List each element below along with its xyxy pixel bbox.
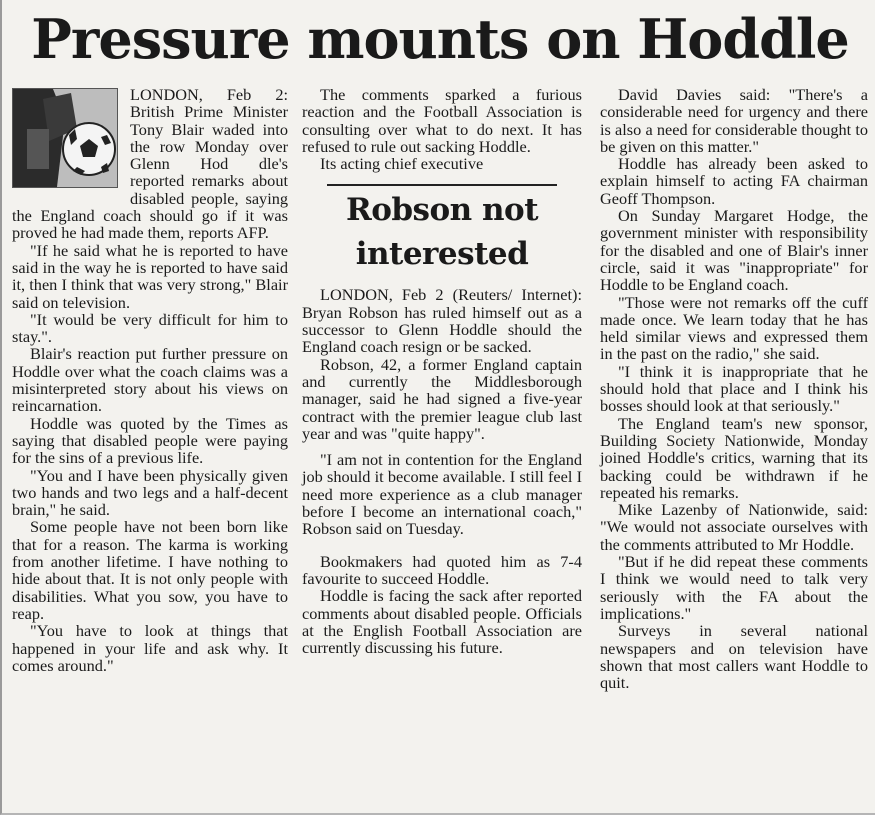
paragraph: Surveys in several national newspapers and on television have shown that most callers want Hoddle to quit. <box>600 621 868 693</box>
subhead <box>302 188 582 276</box>
paragraph: "You and I have been physically given two hands and two legs and a half-decent brain," he said. <box>12 465 288 520</box>
paragraph: "If he said what he is reported to have said in the way he is reported to have said it, then I think that was very strong," Blair said on television. <box>12 240 288 312</box>
paragraph: "Those were not remarks off the cuff made once. We learn today that he has held similar views and expressed them in the past on the radio," she said. <box>600 292 868 364</box>
subhead-rule <box>327 184 557 186</box>
column-1 <box>12 86 288 674</box>
paragraph: The comments sparked a furious reaction and the Football Association is consulting over what to do next. It has refused to rule out sacking Hoddle. <box>302 85 582 156</box>
paragraph: Mike Lazenby of Nationwide, said: "We would not associate ourselves with the comments attributed to Mr Hoddle. <box>600 500 868 554</box>
paragraph: LONDON, Feb 2: British Prime Minister Tony Blair waded into the row Monday over Glenn Hod dle's reported remarks about disabled people, saying the England coach should go if it was proved he had made them, reports AFP. <box>12 85 288 243</box>
soccer-photo <box>12 88 118 188</box>
soccer-ball-icon <box>13 89 117 187</box>
subhead-line: Robson not <box>345 192 539 229</box>
paragraph: "I am not in contention for the England job should it become available. I still feel I need more experience as a club manager before I become an international coach," Robson said on Tuesday. <box>302 450 582 539</box>
paragraph: On Sunday Margaret Hodge, the government minister with responsibility for the disabled and one of Blair's inner circle, said it was "inappropriate" for Hoddle to be England coach. <box>600 206 868 295</box>
paragraph: LONDON, Feb 2 (Reuters/ Internet): Bryan Robson has ruled himself out as a successor to Glenn Hoddle should the England coach resign or be sacked. <box>302 285 582 357</box>
paragraph: "But if he did repeat these comments I think we would need to talk very seriously with the FA about the implications." <box>600 552 868 623</box>
paragraph: "It would be very difficult for him to stay.". <box>12 309 288 347</box>
subhead-line: interested <box>355 236 529 273</box>
paragraph: Blair's reaction put further pressure on Hoddle over what the coach claims was a misinterpreted story about his views on reincarnation. <box>12 344 288 416</box>
headline: Pressure mounts on Hoddle <box>31 7 849 71</box>
paragraph: Its acting chief executive <box>320 154 484 174</box>
column-2 <box>302 86 582 656</box>
paragraph: Hoddle was quoted by the Times as saying that disabled people were paying for the sins of a previous life. <box>12 413 288 468</box>
paragraph: The England team's new sponsor, Building Society Nationwide, Monday joined Hoddle's critics, warning that its backing could be withdrawn if he repeated his remarks. <box>600 413 868 502</box>
paragraph: "I think it is inappropriate that he should hold that place and I think his bosses should look at that seriously." <box>600 361 868 416</box>
paragraph: "You have to look at things that happened in your life and ask why. It comes around." <box>12 621 288 675</box>
paragraph: Hoddle is facing the sack after reported comments about disabled people. Officials at the English Football Association are currently discussing his future. <box>302 586 582 658</box>
paragraph: Robson, 42, a former England captain and currently the Middlesborough manager, said he had signed a five-year contract with the premier league club last year and was "quite happy". <box>302 354 582 443</box>
paragraph: Some people have not been born like that for a reason. The karma is working from another lifetime. I have nothing to hide about that. It is not only people with disabilities. What you sow, you have to reap. <box>12 517 288 623</box>
paragraph: Bookmakers had quoted him as 7-4 favourite to succeed Hoddle. <box>302 551 582 588</box>
column-3 <box>600 86 868 691</box>
paragraph: Hoddle has already been asked to explain himself to acting FA chairman Geoff Thompson. <box>600 154 868 208</box>
paragraph: David Davies said: "There's a considerable need for urgency and there is also a need for considerable thought to be given on this matter." <box>600 85 868 156</box>
